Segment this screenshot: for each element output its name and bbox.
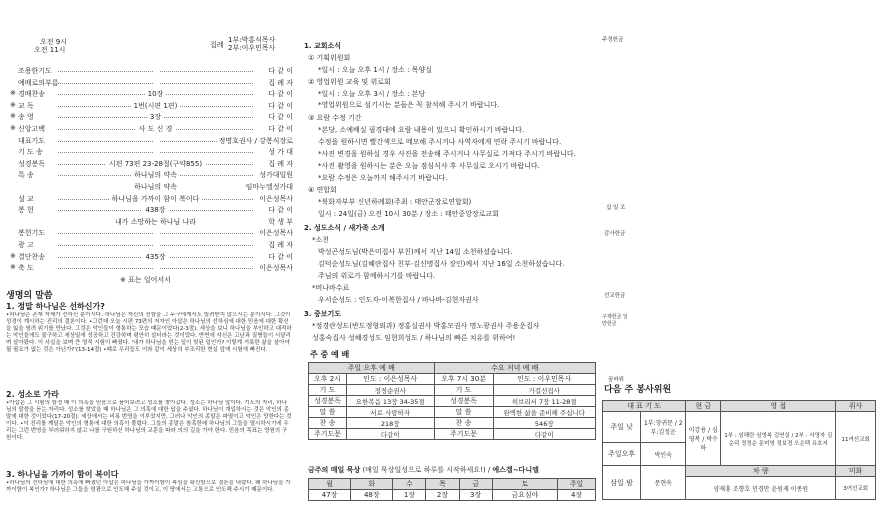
daily-reading-title: 금주의 매일 묵상 — [308, 466, 361, 474]
standing-mark: ※ — [10, 112, 16, 121]
col-vehicle: 차 량 — [686, 466, 836, 477]
news-item-3-detail-d: *사진 촬영을 원하시는 분은 오늘 점심식사 후 사무실로 오시기 바랍니다. — [318, 162, 540, 170]
worship-row — [309, 385, 596, 396]
order-row — [18, 228, 293, 238]
order-item-detail: 사 도 신 경 — [68, 124, 243, 134]
worship-cell-lk: 주기도문 — [309, 429, 347, 440]
news-item-4: ④ 연합회 — [308, 186, 337, 194]
reading-chapter: 3장 — [459, 490, 492, 501]
order-item-person: 다 같 이 — [268, 206, 293, 215]
news-item-2-detail-b: *영업위원으로 섬기시는 분들은 꼭 참석해 주시기 바랍니다. — [318, 101, 500, 109]
sermon-text-2: •아삽은 그 시험의 함정 때 이 의혹을 믿음으로 품어보려고 성소를 찾아갔다. 성소는 하나님 앞이다. 기도의 자리, 하나님의 말씀을 듣는 자리다. 성소를 찾았을 때 하나님은 그 의혹에 대한 답을 주셨다. 하나님이 개입하시는 것은 악인의 종말에 대한 것이었다(17-20절). 세상에서는 비록 번영을 이루었지만, 그러나 악인의 종말은 파멸이고 악인은 망한다는 것이다. •이 진리를 깨달은 악인의 형통에 대한 의혹이 풀렸다. 그들의 종말은 참혹한데 하나님의 그들을 멸시하시기에 우리는 그런 번영을 부러워하지 않고 나를 구원하신 하나님의 교훈을 따라 의의 길을 가야 한다. 믿음의 목표는 영원의 구원이다. — [6, 400, 292, 441]
news-item-2-detail-a: *일시 : 오늘 오후 3시 / 장소 : 본당 — [318, 90, 426, 98]
reading-day: 화 — [351, 479, 393, 490]
order-item-person: 집 례 자 — [268, 78, 293, 87]
sermon-point-2: 2. 성소로 가라 — [6, 390, 59, 399]
daily-reading-book: 에스겔~다니엘 — [492, 466, 539, 474]
row-cleaning: 3여선교회 — [836, 477, 876, 500]
news-item-3-detail-c: *사진 변경을 원하실 경우 사진을 전송해 주시거나 사무실로 가져다 주시기 바랍니다. — [318, 150, 576, 158]
order-item-detail: 1번(시편 1편) — [68, 101, 243, 111]
order-item-label: 봉 헌 — [18, 206, 34, 215]
order-item-label: 교 독 — [18, 101, 34, 110]
weekday-worship-title: 주 중 예 배 — [310, 350, 350, 359]
worship-cell-rv: 완벽한 삶을 준비해 주십니다 — [493, 407, 595, 418]
order-row — [10, 124, 293, 134]
afternoon-head: 주일 오후 예 배 — [309, 363, 435, 374]
news-barnabas-detail: 우서순성도 : 인도자-이복한집사 / 바나바-김현자권사 — [318, 296, 479, 304]
row-afternoon-label: 주일오후 — [603, 443, 641, 466]
order-item-label: 결단찬송 — [18, 252, 46, 261]
order-item-label: 광 고 — [18, 241, 34, 249]
order-item-person: 다 같 이 — [268, 101, 293, 110]
order-row — [10, 263, 293, 273]
sermon-text-3: •하나님의 선하심에 대한 의혹에 빠졌던 아삽은 하나님을 가까이함이 복임을 확신함으로 결론을 내렸다. 왜 하나님을 가까이함이 복인가? 하나님은 그들을 영광으로 인도해 주실 것이고, 이 땅에서는 고통으로 인도해 주시기 때문이다. — [6, 480, 291, 493]
order-item-person: 임마누엘성가대 — [245, 183, 293, 191]
time-second: 오전 11시 — [34, 46, 66, 54]
worship-row — [309, 407, 596, 418]
order-item-label: 봉헌기도 — [18, 229, 46, 238]
worship-cell-rk: 말 씀 — [434, 407, 493, 418]
order-item-label: 축 도 — [18, 264, 34, 273]
order-item-detail: 10장 — [68, 89, 243, 99]
roll-label-2: 십 일 조 — [606, 205, 626, 211]
order-row — [18, 66, 293, 76]
reading-chapter: 47장 — [309, 490, 351, 501]
order-item-detail: 내가 소망하는 하나님 나라 — [68, 217, 243, 227]
leader-second: 2부:이우민목사 — [228, 44, 276, 52]
worship-row — [309, 396, 596, 407]
order-item-person: 이은성목사 — [259, 264, 293, 273]
news-column — [300, 0, 600, 523]
row-wednesday-label: 삼일 밤 — [603, 466, 641, 500]
daily-reading-note: (매일 묵상일성으로 하루를 시작하세요!) — [362, 466, 486, 474]
worship-cell-rk: 성경봉독 — [434, 396, 493, 407]
news-item-1-detail: *일시 : 오늘 오후 1시 / 장소 : 목양실 — [318, 66, 432, 74]
news-item-4-detail-b: 일시 : 24일(금) 오전 10시 30분 / 장소 : 태안중앙장로교회 — [318, 210, 500, 218]
worship-cell-lk: 기 도 — [309, 385, 347, 396]
order-item-detail: 시편 73편 23-28절(구약855) — [68, 159, 243, 169]
worship-cell-lv: 서로 사랑하자 — [346, 407, 434, 418]
news-condolence-b: 김덕순성도님(김혜란집사 친부·김신명집사 장인)께서 지난 16일 소천하셨습니다. — [318, 260, 565, 268]
news-item-3-detail-a: *본당, 소예배실 필경대에 요람 내용이 있으니 확인하시기 바랍니다. — [318, 126, 525, 134]
row-afternoon-prayer: 박인숙 — [641, 443, 686, 466]
standing-mark: ※ — [10, 100, 16, 109]
wednesday-head: 수요 저녁 예 배 — [434, 363, 595, 374]
order-item-person: 다 같 이 — [268, 113, 293, 122]
row-sunday-prayer: 1부:장귀문 / 2부:김정운 — [641, 412, 686, 443]
news-item-4-detail-a: *북화자부부 신년하례회(주최 : 태안군장로연합회) — [318, 198, 472, 206]
order-row — [18, 170, 293, 180]
order-item-detail: 하나님의 약속 — [68, 182, 243, 192]
order-item-label: 대표기도 — [18, 136, 46, 145]
news-heading-1: 1. 교회소식 — [304, 42, 342, 50]
roll-label-5: 구제헌금 일반헌금 — [602, 314, 628, 327]
order-row — [18, 182, 293, 192]
col-cleaning: 미화 — [836, 466, 876, 477]
order-row — [18, 217, 293, 227]
order-item-label: 예배로의부름 — [18, 78, 59, 87]
worship-cell-lv: 정정순권사 — [346, 385, 434, 396]
order-row — [18, 147, 293, 157]
news-condolence-a: 박성곤성도님(박은미집사 부친)께서 지난 14일 소천하셨습니다. — [318, 248, 513, 256]
sermon-text-1: •하나님은 존재 자체가 선하신 분이시다. 하나님은 자신의 선함을 그 누구에게서도 빌려받지 않으시는 분이시다. 그것이 성경이 계시하는 진리의 결론이다. •그런데 오늘 시편 73편의 저자인 아삽은 하나님의 선하심에 대한 믿음에 대한 확신을 잃을 염려 위기를 만났다. 그것은 악인들이 형통하는 모습 때문이었다(2-3절). 세상을 보니 하나님을 부인하고 대적하는 악인들에도 불구하고 세상일에 성공하고 건강하며 평안히 살더라는 것이었다. 반면에 자신은 고난과 질병들이 시달리며 살아왔다. 이 사실을 보며 큰 영적 시험이 빠졌다. '내가 하나님을 믿는 일이 헛된 일인가? 이렇게 거룩한 삶을 살아야 될 필요가 없는 것은 아닌가?'(13-14절) •때로 우리들도 이와 같이 세상의 부조리한 현실 앞에 시험에 빠진다. — [6, 312, 292, 353]
order-item-person: 학 생 부 — [268, 217, 293, 226]
worship-row — [309, 429, 596, 440]
leader-first: 1부:박홍식목사 — [228, 36, 276, 44]
worship-cell-rv: 다같이 — [493, 429, 595, 440]
worship-cell-lv: 다같이 — [346, 429, 434, 440]
worship-cell-lk: 찬 송 — [309, 418, 347, 429]
worship-cell-rv: 가걸선집사 — [493, 385, 595, 396]
order-item-label: 성경봉독 — [18, 159, 46, 168]
order-row — [18, 205, 293, 215]
worship-cell-rk: 찬 송 — [434, 418, 493, 429]
afternoon-leader: 인도 : 이은성목사 — [346, 374, 434, 385]
wednesday-leader: 인도 : 이우민목사 — [493, 374, 595, 385]
order-item-detail: 하나님의 약속 — [68, 170, 243, 180]
order-row — [10, 100, 293, 111]
news-item-3-detail-b: 수정을 원하시면 빨간색으로 메모해 주시거나 사역자에게 연락 주시기 바랍니다. — [318, 138, 562, 146]
order-item-person: 이은성목사 — [259, 229, 293, 238]
order-item-detail: 하나님을 가까이 함이 복이다 — [68, 194, 243, 204]
row-cooking: 11여선교회 — [836, 412, 876, 466]
worship-cell-rk: 기 도 — [434, 385, 493, 396]
order-item-person: 다 같 이 — [268, 67, 293, 75]
next-week-table — [602, 400, 876, 500]
order-row — [10, 251, 293, 262]
order-item-detail — [68, 263, 243, 271]
roll-label-1: 주정헌금 — [602, 37, 624, 43]
standing-mark: ※ — [10, 124, 16, 132]
order-item-label: 기 도 송 — [18, 148, 43, 157]
offering-column — [600, 0, 880, 523]
reading-day: 목 — [426, 479, 459, 490]
order-item-person: 다 같 이 — [268, 252, 293, 261]
worship-cell-lk: 성경봉독 — [309, 396, 347, 407]
order-row — [18, 78, 293, 88]
row-sunday-label: 주일 낮 — [603, 412, 641, 443]
reading-chapter: 1장 — [393, 490, 426, 501]
sermon-point-3: 3. 하나님을 가까이 함이 복이다 — [6, 470, 119, 479]
worship-cell-lv: 요한복음 13장 34-35절 — [346, 396, 434, 407]
order-item-person: 집 례 자 — [268, 241, 293, 249]
stand-note: ※ 표는 일어서서 — [120, 276, 171, 284]
news-condolence: *소천 — [312, 236, 330, 244]
wednesday-time: 오후 7시 30분 — [434, 374, 493, 385]
reading-chapter: 금요심야 — [492, 490, 557, 501]
order-item-detail — [68, 147, 243, 155]
order-item-detail: 435장 — [68, 252, 243, 262]
reading-day: 토 — [492, 479, 557, 490]
standing-mark: ※ — [10, 251, 16, 260]
order-item-person: 이은성목사 — [259, 194, 293, 203]
reading-day: 수 — [393, 479, 426, 490]
reading-day: 월 — [309, 479, 351, 490]
news-heading-2: 2. 성도소식 / 새가족 소개 — [304, 224, 385, 232]
sermon-title: 생명의 말씀 — [6, 291, 53, 301]
order-item-person: 성가대일원 — [259, 171, 293, 180]
daily-reading-header: 금주의 매일 묵상 (매일 묵상일성으로 하루를 시작하세요!) / 에스겔~다니엘 — [308, 466, 539, 474]
order-item-label: 설 교 — [18, 194, 34, 203]
order-row — [18, 240, 293, 250]
order-item-label: 특 송 — [18, 171, 34, 180]
order-row — [10, 112, 293, 122]
order-item-person: 성 가 대 — [268, 148, 293, 157]
order-row — [10, 89, 293, 99]
reading-day: 금 — [459, 479, 492, 490]
reading-chapter: 2장 — [426, 490, 459, 501]
order-row — [18, 159, 293, 169]
news-prayer-a: *정경란성도(반도정형외과) 정홍실권사 박홍모권사 명노광권사 주용운집사 — [312, 322, 540, 330]
news-item-2: ② 영업위원 교육 및 위로회 — [308, 78, 391, 86]
col-prayer: 대 표 기 도 — [603, 401, 686, 412]
order-item-label: 경배찬송 — [18, 90, 46, 99]
standing-mark: ※ — [10, 89, 16, 98]
order-item-label: 조용한기도 — [18, 67, 52, 75]
worship-cell-lk: 말 씀 — [309, 407, 347, 418]
worship-order-column — [0, 0, 296, 523]
col-offering: 현 금 — [686, 401, 721, 412]
worship-row — [309, 418, 596, 429]
order-row — [18, 136, 293, 146]
reading-chapter: 48장 — [351, 490, 393, 501]
news-heading-3: 3. 중보기도 — [304, 310, 342, 318]
daily-reading-table — [308, 478, 596, 501]
leader-label: 집례 — [210, 41, 224, 49]
order-item-person: 다 같 이 — [268, 90, 293, 99]
worship-cell-lv: 218장 — [346, 418, 434, 429]
col-greeting: 영 접 — [721, 401, 836, 412]
weekday-worship-table — [308, 362, 596, 440]
row-vehicle: 양재홍 조향호 민경만 윤원재 이종원 — [686, 477, 836, 500]
news-item-3-detail-e: *요람 수정은 오늘까지 해주시기 바랍니다. — [318, 174, 448, 182]
order-item-detail — [68, 66, 243, 74]
news-item-3: ③ 요람 수정 기간 — [308, 114, 362, 122]
news-barnabas: *버나바수료 — [312, 284, 350, 292]
order-item-label: 송 영 — [18, 113, 34, 122]
worship-cell-rv: 546장 — [493, 418, 595, 429]
time-first: 오전 9시 — [40, 38, 67, 46]
standing-mark: ※ — [10, 263, 16, 272]
order-item-detail — [68, 228, 243, 236]
order-item-detail: 438장 — [68, 205, 243, 215]
next-week-title: 다음 주 봉사위원 — [604, 385, 672, 395]
news-condolence-c: 주님의 위로가 함께하시기를 바랍니다. — [318, 272, 436, 280]
roll-label-3: 감사헌금 — [604, 231, 626, 237]
news-prayer-b: 성홍숙집사 성혜경성도 임현희성도 / 하나님의 빠른 치유를 위하여! — [312, 334, 516, 342]
order-item-detail — [68, 78, 243, 86]
order-item-label: 신앙고백 — [18, 125, 46, 133]
reading-chapter: 4장 — [558, 490, 596, 501]
afternoon-time: 오후 2시 — [309, 374, 347, 385]
row-greeting: 1부 : 임해란 심영복 김연실 / 2부 : 서영자 김순덕 정정순 문미영 정보경 오은택 유호저 — [721, 412, 836, 466]
roll-label-6: 꿈바위 — [608, 377, 624, 383]
order-row — [18, 194, 293, 204]
order-item-person: 다 같 이 — [268, 125, 293, 133]
row-offering: 이강용 / 심영복 / 박수하 — [686, 412, 721, 466]
worship-cell-rk: 주기도문 — [434, 429, 493, 440]
row-wednesday-prayer: 문현옥 — [641, 466, 686, 500]
worship-cell-rv: 히브리서 7장 11-28절 — [493, 396, 595, 407]
roll-label-4: 선교헌금 — [604, 293, 626, 299]
order-item-detail — [68, 240, 243, 248]
reading-day: 주일 — [558, 479, 596, 490]
order-item-detail: 3장 — [68, 112, 243, 122]
order-item-person: 집 례 자 — [268, 159, 293, 168]
sermon-point-1: 1. 정말 하나님은 선하신가? — [6, 302, 105, 311]
news-item-1: ① 기획위원회 — [308, 54, 351, 62]
col-cooking: 취사 — [836, 401, 876, 412]
order-item-person: 정명호권사 / 강봉식장로 — [218, 136, 293, 145]
